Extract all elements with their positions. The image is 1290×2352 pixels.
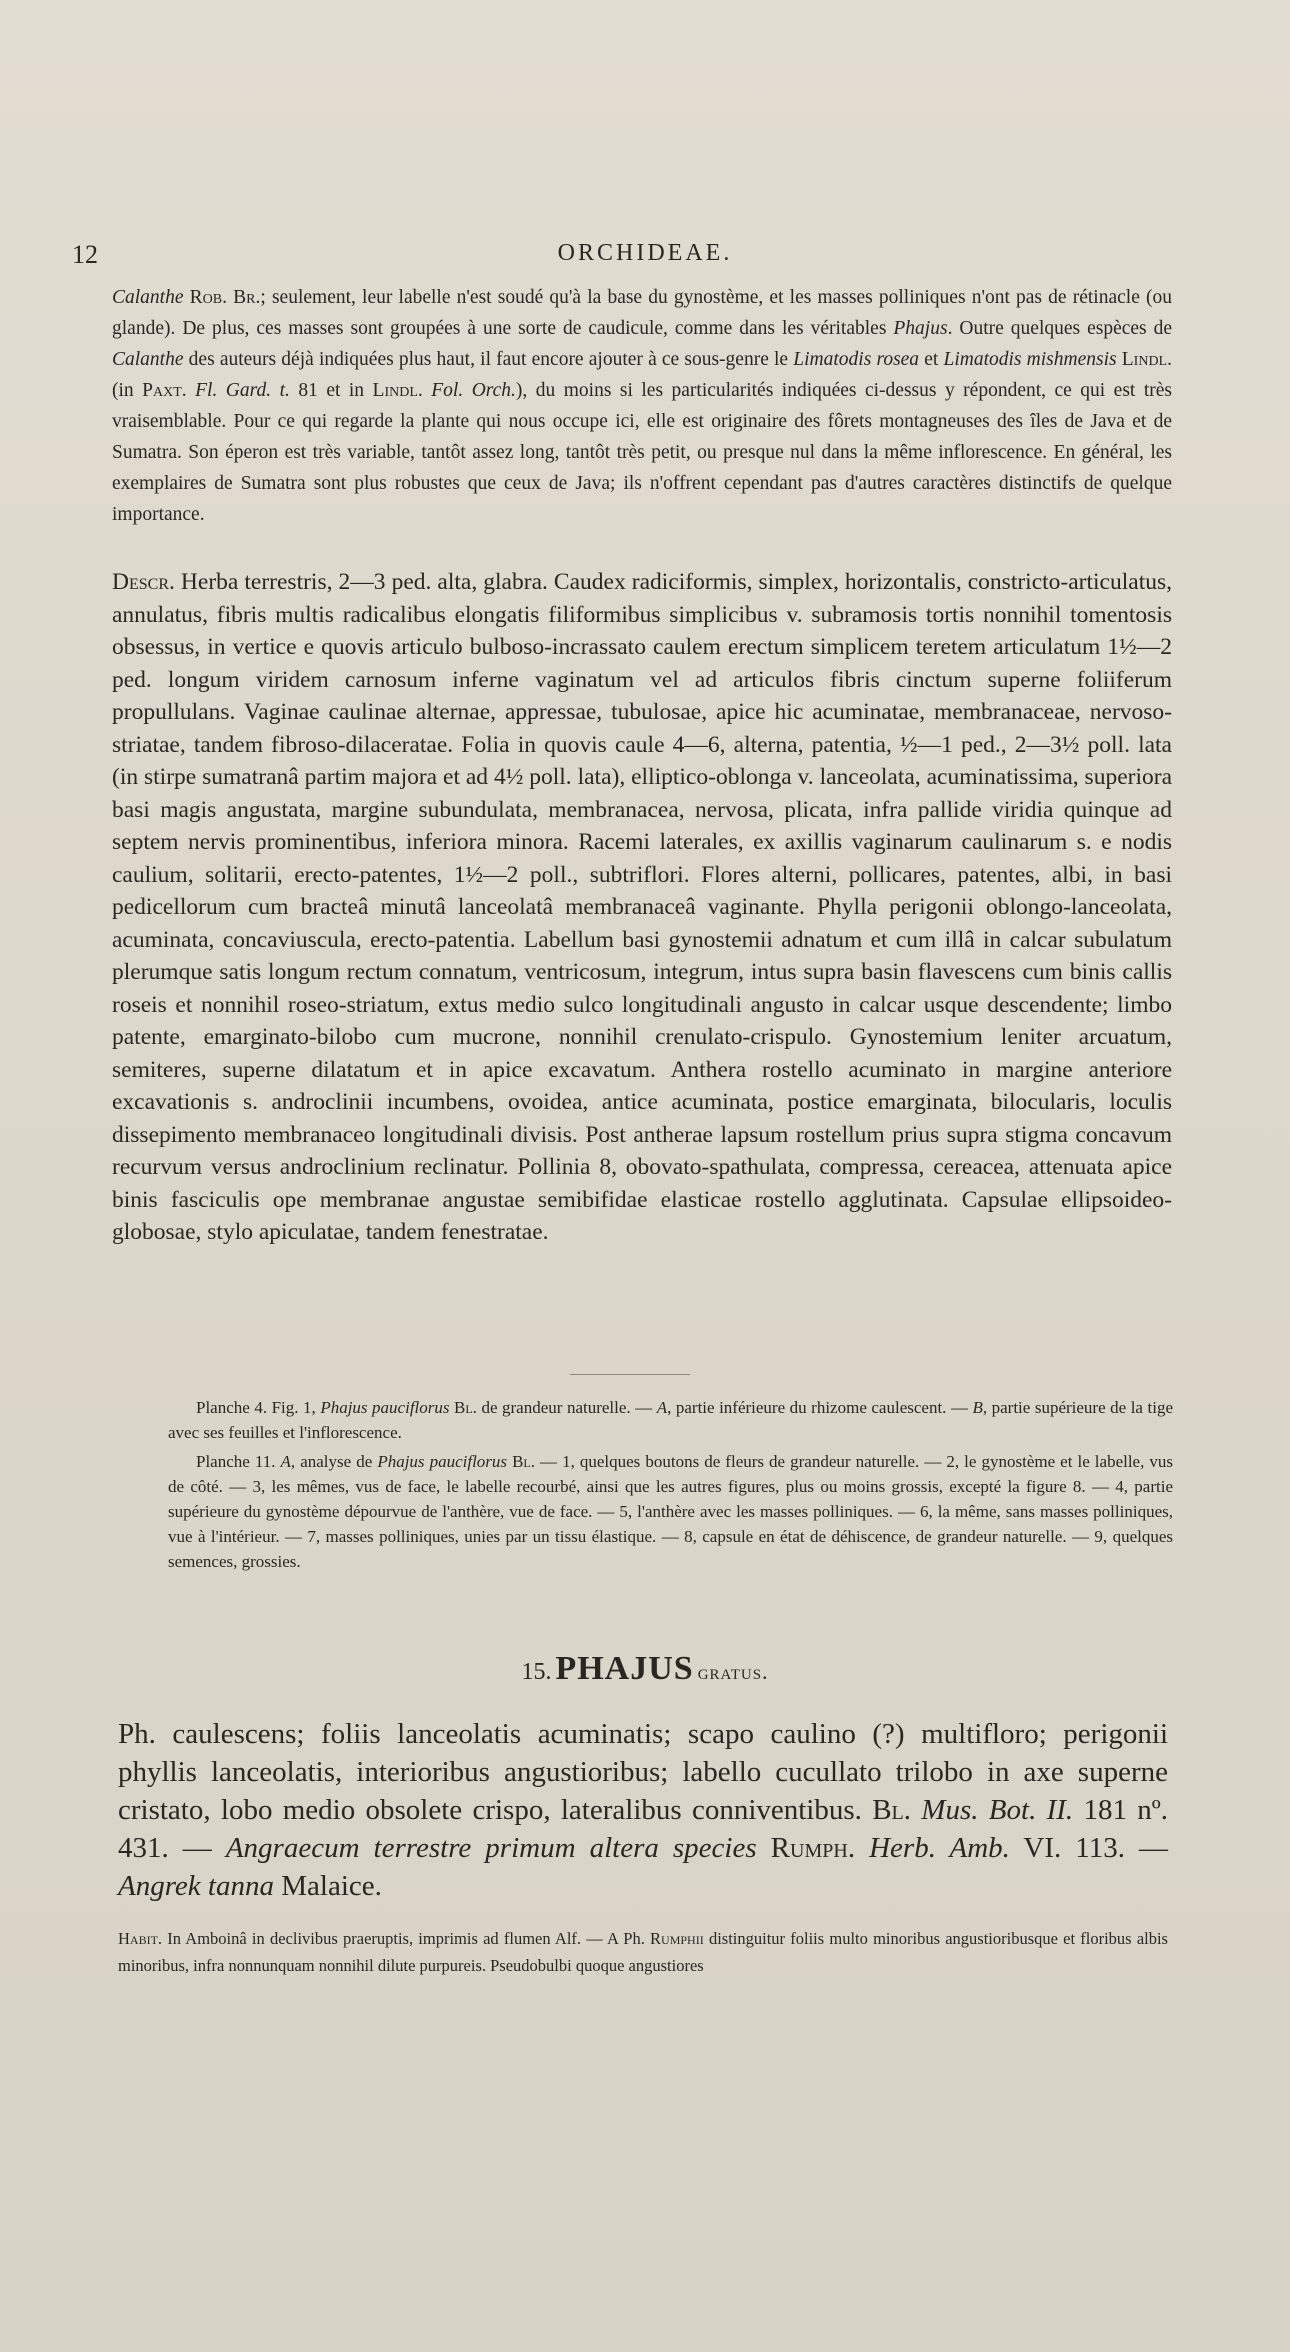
caption-author: Bl. — [507, 1452, 535, 1471]
ref-fl-gard: Fl. Gard. t. — [186, 380, 290, 401]
plate-captions — [168, 1395, 1173, 1578]
plate-caption-4 — [168, 1395, 1173, 1445]
diagnosis-ref: Mus. Bot. II. — [911, 1794, 1074, 1826]
diagnosis-synonym: Angraecum terrestre primum altera species — [225, 1832, 757, 1864]
diagnosis-author: Bl. — [861, 1794, 912, 1826]
intro-in: (in — [112, 380, 143, 401]
species-heading — [0, 1650, 1290, 1688]
diagnosis-malaice: Malaice. — [273, 1870, 382, 1902]
caption-text: Planche 4. Fig. 1, — [196, 1398, 321, 1417]
habit-label: Habit. — [118, 1929, 163, 1948]
intro-81: 81 et in — [289, 380, 373, 401]
genus-calanthe: Calanthe — [112, 287, 184, 308]
caption-letter: A — [280, 1452, 291, 1471]
diagnosis-ref-num-2: VI. 113. — — [1009, 1832, 1169, 1864]
caption-species: Phajus pauciflorus — [377, 1452, 508, 1471]
intro-et: et — [919, 349, 944, 370]
species-genus: PHAJUS — [555, 1650, 694, 1687]
limatodis-mishmensis: Limatodis mishmensis — [943, 349, 1117, 370]
caption-text: , partie supérieure de la tige avec ses feuilles et l'inflorescence. — [168, 1398, 1173, 1442]
descr-text: Herba terrestris, 2—3 ped. alta, glabra. Caudex radiciformis, simplex, horizontalis, constricto-articulatus, annulatus, fibris multis radicalibus elongatis filiformibus simplicibus v. subramosis tortis nonnihil tomentosis obsessus, in vertice e quovis articulo bulboso-incrassato caulem erectum simplicem teretem articulatum 1½—2 ped. longum viridem carnosum inferne vaginatum vel ad articulos fibris cinctum superne foliiferum propullulans. Vaginae caulinae alternae, appressae, tubulosae, apice hic acuminatae, membranaceae, nervoso-striatae, tandem fibroso-dilaceratae. Folia in quovis caule 4—6, alterna, patentia, ½—1 ped., 2—3½ poll. lata (in stirpe sumatranâ partim majora et ad 4½ poll. lata), elliptico-oblonga v. lanceolata, acuminatissima, superiora basi magis angustata, margine subundulata, membranacea, nervosa, plicata, infra pallide viridia quinque ad septem nervis prominentibus, inferiora minora. Racemi laterales, ex axillis vaginarum caulinarum s. e nodis caulium, solitarii, erecto-patentes, 1½—2 poll., subtriflori. Flores alterni, pollicares, patentes, albi, in basi pedicellorum cum bracteâ minutâ lanceolatâ membranaceâ vaginante. Phylla perigonii oblongo-lanceolata, acuminata, concaviuscula, erecto-patentia. Labellum basi gynostemii adnatum et cum illâ in calcar subulatum plerumque satis longum rectum connatum, ventricosum, integrum, intus supra basin flavescens cum binis callis roseis et nonnihil roseo-striatum, extus medio sulco longitudinali angusto in calcar usque descendente; limbo patente, emarginato-bilobo cum mucrone, nonnihil crenulato-crispulo. Gynostemium leniter arcuatum, semiteres, superne dilatatum et in apice excavatum. Anthera rostello acuminato in margine anteriore excavationis s. androclinii incumbens, ovoidea, antice acuminata, postice emarginata, bilocularis, loculis dissepimento membranaceo longitudinali divisis. Post antherae lapsum rostellum prius supra stigma concavum recurvum versus androclinium reclinatur. Pollinia 8, obovato-spathulata, compressa, cereacea, attenuata apice binis fasciculis ope membranae angustae semibifidae elasticae rostello agglutinata. Capsulae ellipsoideo-globosae, stylo apiculatae, tandem fenestratae. — [112, 569, 1172, 1245]
caption-letter: B — [972, 1398, 983, 1417]
habit-text-2: distinguitur foliis multo minoribus angustioribusque et floribus albis minoribus, infra nonnunquam nonnihil dilute purpureis. Pseudobulbi quoque angustiores — [118, 1929, 1168, 1975]
diagnosis-author-rumph: Rumph. — [756, 1832, 856, 1864]
caption-text: Planche 11. — [196, 1452, 281, 1471]
species-epithet: gratus. — [697, 1659, 769, 1684]
caption-text: — 1, quelques boutons de fleurs de grandeur naturelle. — 2, le gynostème et le labelle, vus de côté. — 3, les mêmes, vus de face, le labelle recourbé, ainsi que les autres figures, plus ou moins grossis, excepté la figure 8. — 4, partie supérieure du gynostème dépourvue de l'anthère, vue de face. — 5, l'anthère avec les masses polliniques. — 6, la même, sans masses polliniques, vue à l'intérieur. — 7, masses polliniques, unies par un tissu élastique. — 8, capsule en état de déhiscence, de grandeur naturelle. — 9, quelques semences, grossies. — [168, 1452, 1174, 1571]
species-number: 15. — [521, 1659, 552, 1685]
author-lindl-2: Lindl. — [372, 380, 423, 401]
intro-text-1: ; seulement, leur labelle n'est soudé qu'à la base du gynostème, et les masses polliniques n'ont pas de rétinacle (ou glande). De plus, ces masses sont groupées à une sorte de caudicule, comme dans les véritables — [112, 287, 1173, 339]
genus-phajus: Phajus — [893, 318, 948, 339]
genus-calanthe-2: Calanthe — [112, 349, 184, 370]
author-lindl: Lindl. — [1116, 349, 1172, 370]
author-robbr: Rob. Br. — [189, 287, 261, 308]
habit-author: Rumphii — [650, 1929, 704, 1948]
species-diagnosis — [118, 1715, 1168, 1905]
intro-paragraph — [112, 282, 1172, 530]
caption-species: Phajus pauciflorus — [320, 1398, 450, 1417]
plate-caption-11 — [168, 1449, 1173, 1574]
ref-fol-orch: Fol. Orch. — [422, 380, 516, 401]
description-paragraph — [112, 566, 1172, 1249]
limatodis-rosea: Limatodis rosea — [793, 349, 920, 370]
diagnosis-ref-num: 181 nº. 431. — — [118, 1794, 1168, 1864]
habit-text: In Amboinâ in declivibus praeruptis, imprimis ad flumen Alf. — A Ph. — [162, 1929, 651, 1948]
diagnosis-text: Ph. caulescens; foliis lanceolatis acuminatis; scapo caulino (?) multifloro; perigonii phyllis lanceolatis, interioribus angustioribus; labello cucullato trilobo in axe superne cristato, lobo medio obsolete crispo, lateralibus conniventibus. — [118, 1718, 1168, 1826]
author-paxt: Paxt. — [142, 380, 187, 401]
page-header — [0, 240, 1290, 280]
caption-letter: A — [656, 1398, 668, 1417]
caption-text: de grandeur naturelle. — — [476, 1398, 657, 1417]
caption-text: , partie inférieure du rhizome caulescent. — — [667, 1398, 973, 1417]
habit-paragraph — [118, 1925, 1168, 1979]
intro-text-3: des auteurs déjà indiquées plus haut, il faut encore ajouter à ce sous-genre le — [183, 349, 794, 370]
diagnosis-herb-ref: Herb. Amb. — [855, 1832, 1010, 1864]
intro-text-2: . Outre quelques espèces de — [947, 318, 1172, 339]
descr-label: Descr. — [112, 569, 175, 595]
caption-author: Bl. — [449, 1398, 477, 1417]
intro-text-4: ), du moins si les particularités indiquées ci-dessus y répondent, ce qui est très vraisemblable. Pour ce qui regarde la plante qui nous occupe ici, elle est originaire des fôrets montagneuses des îles de Java et de Sumatra. Son éperon est très variable, tantôt assez long, tantôt très petit, ou presque nul dans la même inflorescence. En général, les exemplaires de Sumatra sont plus robustes que ceux de Java; ils n'offrent cependant pas d'autres caractères distinctifs de quelque importance. — [112, 380, 1172, 525]
caption-text: , analyse de — [290, 1452, 378, 1471]
running-head: ORCHIDEAE. — [557, 240, 733, 266]
diagnosis-vernacular: Angrek tanna — [118, 1870, 274, 1902]
page-number: 12 — [72, 240, 98, 269]
section-divider — [570, 1374, 690, 1375]
